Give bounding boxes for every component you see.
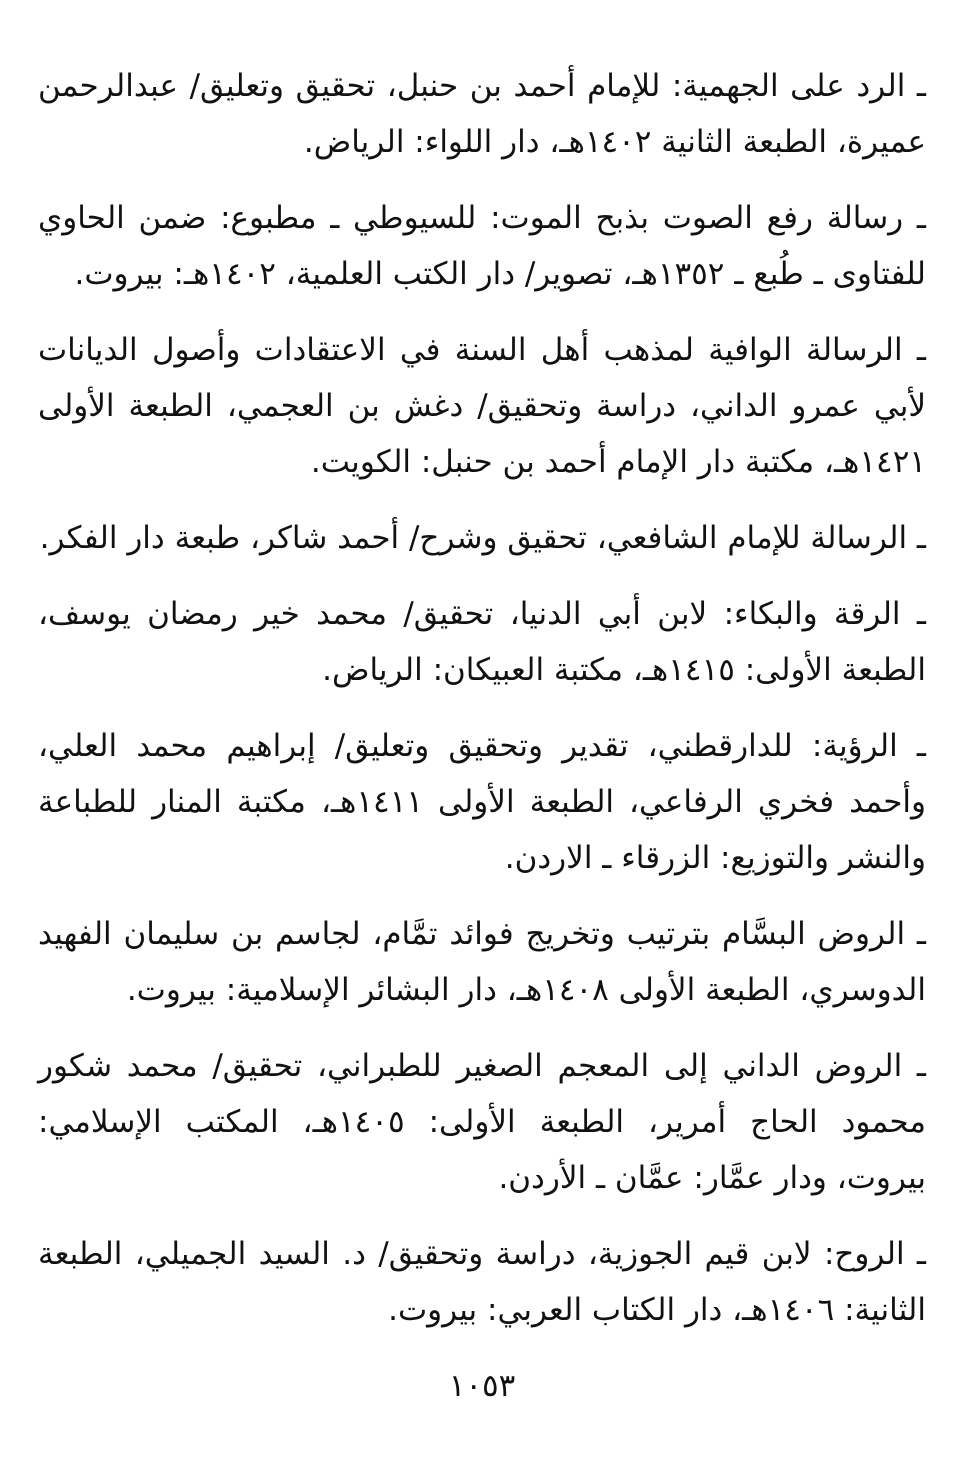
bibliography-page	[38, 58, 926, 1358]
bibliography-entry: ـ الروح: لابن قيم الجوزية، دراسة وتحقيق/ د. السيد الجميلي، الطبعة الثانية: ١٤٠٦هـ، دار الكتاب العربي: بيروت.	[38, 1236, 926, 1328]
bibliography-entry: ـ الروض البسَّام بترتيب وتخريج فوائد تمَّام، لجاسم بن سليمان الفهيد الدوسري، الطبعة الأولى ١٤٠٨هـ، دار البشائر الإسلامية: بيروت.	[38, 916, 926, 1008]
bibliography-entry: ـ الرسالة الوافية لمذهب أهل السنة في الاعتقادات وأصول الديانات لأبي عمرو الداني، دراسة وتحقيق/ دغش بن العجمي، الطبعة الأولى ١٤٢١هـ، مكتبة دار الإمام أحمد بن حنبل: الكويت.	[38, 332, 926, 480]
bibliography-entry: ـ الرقة والبكاء: لابن أبي الدنيا، تحقيق/ محمد خير رمضان يوسف، الطبعة الأولى: ١٤١٥هـ، مكتبة العبيكان: الرياض.	[38, 596, 926, 688]
bibliography-entry: ـ الرد على الجهمية: للإمام أحمد بن حنبل، تحقيق وتعليق/ عبدالرحمن عميرة، الطبعة الثانية ١٤٠٢هـ، دار اللواء: الرياض.	[38, 68, 926, 160]
bibliography-entry: ـ رسالة رفع الصوت بذبح الموت: للسيوطي ـ مطبوع: ضمن الحاوي للفتاوى ـ طُبع ـ ١٣٥٢هـ، تصوير/ دار الكتب العلمية، ١٤٠٢هـ: بيروت.	[38, 200, 926, 292]
bibliography-entry: ـ الرؤية: للدارقطني، تقدير وتحقيق وتعليق/ إبراهيم محمد العلي، وأحمد فخري الرفاعي، الطبعة الأولى ١٤١١هـ، مكتبة المنار للطباعة والنشر والتوزيع: الزرقاء ـ الاردن.	[38, 728, 927, 876]
bibliography-entry: ـ الرسالة للإمام الشافعي، تحقيق وشرح/ أحمد شاكر، طبعة دار الفكر.	[39, 520, 926, 556]
bibliography-entry: ـ الروض الداني إلى المعجم الصغير للطبراني، تحقيق/ محمد شكور محمود الحاج أمرير، الطبعة الأولى: ١٤٠٥هـ، المكتب الإسلامي: بيروت، ودار عمَّار: عمَّان ـ الأردن.	[38, 1048, 926, 1196]
page-number: ١٠٥٣	[448, 1368, 516, 1404]
